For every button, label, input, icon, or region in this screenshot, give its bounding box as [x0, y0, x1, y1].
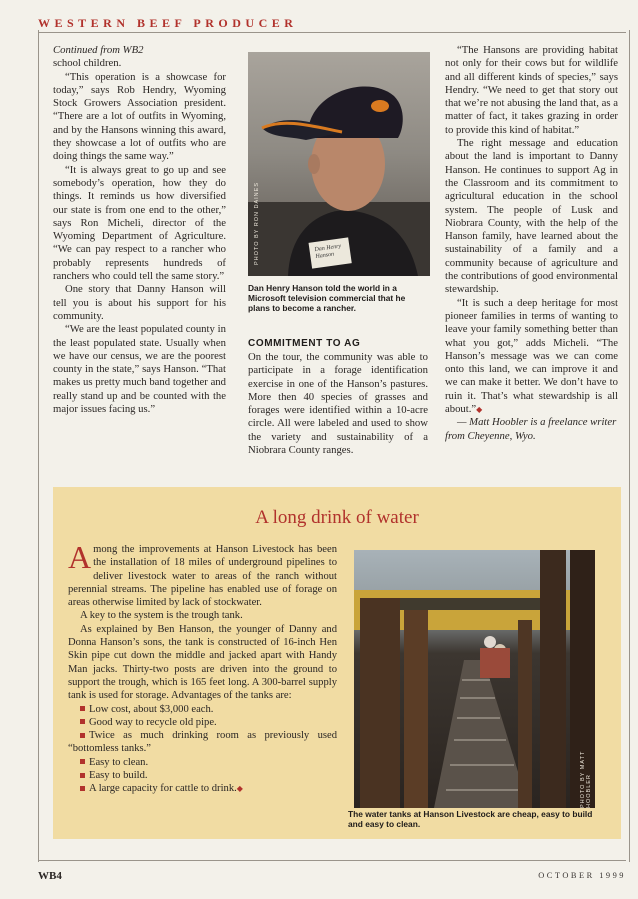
- middle-column: [248, 351, 428, 457]
- sidebar-title: A long drink of water: [255, 507, 419, 528]
- article-paragraph: “The Hansons are providing habitat not only for their cows but for wildlife and all different kinds of species,” says Hendry. “We need to get that story out that we’re not abusing the land that, as a matter of fact, it takes grazing in order to provide this kind of habitat.”: [445, 44, 618, 136]
- issue-date: OCTOBER 1999: [538, 871, 626, 880]
- left-column: [53, 44, 226, 416]
- water-tank-illustration: [354, 550, 595, 808]
- rancher-illustration: [248, 52, 430, 276]
- bullet-square-icon: [80, 786, 85, 791]
- sidebar-paragraph: As explained by Ben Hanson, the younger of Danny and Donna Hanson’s sons, the tank is constructed of 16-inch Hen Skin pipe cut down the middle and jacked apart with Handy Man jacks. Thirty-two posts are driven into the ground to support the trough, which is 165 feet long. A 300-barrel supply tank is used for storage. Advantages of the tanks are:: [68, 623, 337, 702]
- sidebar-intro-text: mong the improvements at Hanson Livestock has been the installation of 18 miles of underground pipelines to deliver livestock water to areas of the ranch without perennial streams. The pipeline has enabled use of forage on areas otherwise limited by lack of stockwater.: [68, 544, 337, 609]
- article-paragraph: The right message and education about the land is important to Danny Hanson. He continues to support Ag in the Classroom and its commitment to agricultural education in the school system. The people of Lusk and Niobrara County, with the help of the Hanson family, have learned about the sustainability of a family and a community because of agriculture and the contributions of good environmental stewardship.: [445, 137, 618, 296]
- photo-caption: Dan Henry Hanson told the world in a Microsoft television commercial that he plans to become a rancher.: [248, 283, 406, 314]
- name-tag: Dan Henry Hanson: [314, 243, 342, 261]
- sidebar-text: [68, 539, 337, 796]
- author-byline: — Matt Hoobler is a freelance writer from Cheyenne, Wyo.: [445, 416, 617, 442]
- photo-credit: PHOTO BY MATT HOOBLER: [580, 750, 592, 808]
- bullet-item: [68, 782, 337, 795]
- bullet-text: Good way to recycle old pipe.: [89, 716, 217, 728]
- section-subhead: COMMITMENT TO AG: [248, 338, 361, 349]
- continued-from: Continued from WB2: [53, 44, 144, 56]
- bullet-item: [68, 716, 337, 729]
- bullet-square-icon: [80, 733, 85, 738]
- water-tank-photo: [354, 550, 595, 808]
- article-paragraph: “It is always great to go up and see somebody’s operation, how they do things. It reminds us how diversified our state is from one end to the other,” says Ron Micheli, director of the Wyoming Department of Agriculture. “We can pay respect to a rancher who probably represents hundreds of ranchers who could tell the same story.”: [53, 163, 226, 283]
- end-mark-icon: ◆: [476, 405, 483, 415]
- bullet-square-icon: [80, 759, 85, 764]
- rancher-photo: [248, 52, 430, 276]
- article-paragraph: On the tour, the community was able to participate in a forage identification exercise in one of the Hanson’s pastures. More then 40 species of grasses and forages were identified within a 10-acre circle. All were labeled and used to show the variety and sustainability of a Niobrara County ranges.: [248, 351, 428, 457]
- footer-rule: [38, 860, 626, 861]
- bullet-square-icon: [80, 706, 85, 711]
- sidebar-intro: [68, 539, 337, 609]
- article-paragraph: [445, 297, 618, 417]
- bullet-text: Easy to build.: [89, 770, 148, 782]
- photo-caption: The water tanks at Hanson Livestock are cheap, easy to build and easy to clean.: [348, 809, 593, 830]
- publication-header: WESTERN BEEF PRODUCER: [38, 16, 298, 30]
- bullet-item: [68, 729, 337, 756]
- bullet-item: [68, 769, 337, 782]
- article-paragraph: One story that Danny Hanson will tell you is about his support for his community.: [53, 283, 226, 322]
- sidebar-box: [53, 487, 621, 839]
- header-rule: [38, 32, 626, 33]
- article-paragraph: “We are the least populated county in the least populated state. Usually when we have our census, we are the poorest county in the state,” says Hanson. “That makes us pretty much band together and really stand up and be counted with the major issues facing us.”: [53, 323, 226, 416]
- article-paragraph: “This operation is a showcase for today,” says Rob Hendry, Wyoming Stock Growers Association president. “There are a lot of outfits in Wyoming, and by the Hansons winning this award, they showcase a lot of outfits who are doing things the same way.”: [53, 70, 226, 163]
- end-mark-icon: ◆: [236, 784, 243, 794]
- bullet-square-icon: [80, 719, 85, 724]
- sidebar-paragraph: A key to the system is the trough tank.: [80, 610, 243, 622]
- page-number: WB4: [38, 870, 62, 882]
- bullet-square-icon: [80, 773, 85, 778]
- page-rule-left: [38, 30, 39, 862]
- bullet-text: Easy to clean.: [89, 756, 149, 768]
- bullet-text: Twice as much drinking room as previously used “bottomless tanks.”: [68, 730, 337, 755]
- photo-credit: PHOTO BY RON DAINES: [254, 182, 260, 265]
- right-column: [445, 44, 618, 443]
- article-paragraph: school children.: [53, 57, 122, 70]
- bullet-text: A large capacity for cattle to drink.: [89, 783, 237, 795]
- bullet-text: Low cost, about $3,000 each.: [89, 703, 214, 715]
- drop-cap: A: [68, 539, 92, 575]
- closing-quote: “It is such a deep heritage for most pioneer families in terms of wanting to leave your family something better than what you got,” adds Micheli. “The Hanson’s message was we can come onto this land, we can improve it and we can make it better. We don’t have to ruin it. That’s what stewardship is all about.”: [445, 296, 618, 416]
- bullet-item: [68, 703, 337, 716]
- bullet-item: [68, 756, 337, 769]
- page-rule-right: [629, 30, 630, 862]
